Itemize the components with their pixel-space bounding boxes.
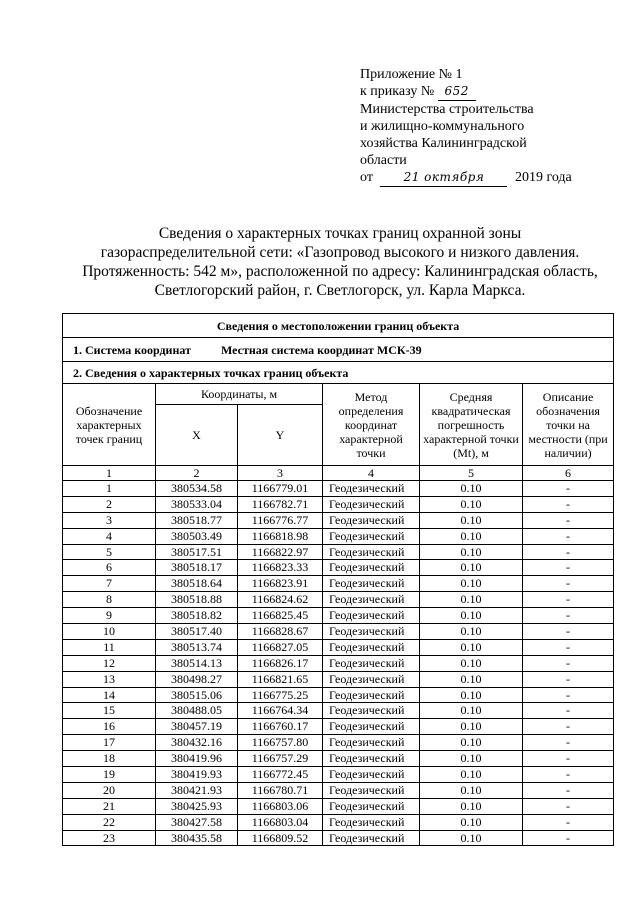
y-coordinate-cell: 1166782.71 xyxy=(238,496,323,512)
error-cell: 0.10 xyxy=(420,655,523,671)
point-number-cell: 15 xyxy=(63,703,156,719)
x-coordinate-cell: 380457.19 xyxy=(156,719,238,735)
column-number: 1 xyxy=(63,466,156,481)
description-cell: - xyxy=(523,512,614,528)
y-coordinate-cell: 1166823.33 xyxy=(238,560,323,576)
y-coordinate-cell: 1166827.05 xyxy=(238,639,323,655)
y-coordinate-cell: 1166775.25 xyxy=(238,687,323,703)
table-row xyxy=(63,528,614,544)
point-number-cell: 7 xyxy=(63,576,156,592)
method-cell: Геодезический xyxy=(323,496,420,512)
header-point: Обозначение характерных точек границ xyxy=(63,384,156,466)
error-cell: 0.10 xyxy=(420,512,523,528)
point-number-cell: 2 xyxy=(63,496,156,512)
column-number: 4 xyxy=(323,466,420,481)
table-row xyxy=(63,687,614,703)
y-coordinate-cell: 1166824.62 xyxy=(238,592,323,608)
table-row xyxy=(63,496,614,512)
method-cell: Геодезический xyxy=(323,512,420,528)
error-cell: 0.10 xyxy=(420,782,523,798)
point-number-cell: 3 xyxy=(63,512,156,528)
header-error: Средняя квадратическая погрешность характерной точки (Mt), м xyxy=(420,384,523,466)
method-cell: Геодезический xyxy=(323,576,420,592)
error-cell: 0.10 xyxy=(420,703,523,719)
point-number-cell: 22 xyxy=(63,814,156,830)
y-coordinate-cell: 1166803.04 xyxy=(238,814,323,830)
y-coordinate-cell: 1166821.65 xyxy=(238,671,323,687)
method-cell: Геодезический xyxy=(323,624,420,640)
method-cell: Геодезический xyxy=(323,798,420,814)
table-row xyxy=(63,782,614,798)
y-coordinate-cell: 1166825.45 xyxy=(238,608,323,624)
ministry-line-3: хозяйства Калининградской xyxy=(360,136,527,151)
table-row xyxy=(63,751,614,767)
ministry-line-1: Министерства строительства xyxy=(360,102,534,117)
y-coordinate-cell: 1166757.29 xyxy=(238,751,323,767)
table-row xyxy=(63,592,614,608)
point-number-cell: 13 xyxy=(63,671,156,687)
table-row xyxy=(63,544,614,560)
error-cell: 0.10 xyxy=(420,608,523,624)
x-coordinate-cell: 380419.96 xyxy=(156,751,238,767)
order-reference xyxy=(360,83,610,101)
heading-line-4: Светлогорский район, г. Светлогорск, ул. Карла Маркса. xyxy=(154,282,526,299)
heading-line-2: газораспределительной сети: «Газопровод высокого и низкого давления. xyxy=(100,244,580,261)
table-row xyxy=(63,703,614,719)
y-coordinate-cell: 1166823.91 xyxy=(238,576,323,592)
heading-line-3: Протяженность: 542 м», расположенной по адресу: Калининградская область, xyxy=(82,263,598,280)
error-cell: 0.10 xyxy=(420,719,523,735)
description-cell: - xyxy=(523,481,614,497)
description-cell: - xyxy=(523,814,614,830)
header-coordinates: Координаты, м xyxy=(156,384,323,405)
description-cell: - xyxy=(523,751,614,767)
error-cell: 0.10 xyxy=(420,798,523,814)
point-number-cell: 23 xyxy=(63,830,156,846)
date-handwritten: 21 октября xyxy=(380,169,507,187)
date-prefix: от xyxy=(360,170,373,185)
x-coordinate-cell: 380498.27 xyxy=(156,671,238,687)
error-cell: 0.10 xyxy=(420,687,523,703)
description-cell: - xyxy=(523,767,614,783)
x-coordinate-cell: 380419.93 xyxy=(156,767,238,783)
error-cell: 0.10 xyxy=(420,528,523,544)
ministry-line-4: области xyxy=(360,153,407,168)
method-cell: Геодезический xyxy=(323,639,420,655)
coordinate-system-label: 1. Система координат xyxy=(73,342,191,357)
x-coordinate-cell: 380432.16 xyxy=(156,735,238,751)
error-cell: 0.10 xyxy=(420,767,523,783)
point-number-cell: 20 xyxy=(63,782,156,798)
point-number-cell: 21 xyxy=(63,798,156,814)
table-row xyxy=(63,671,614,687)
x-coordinate-cell: 380425.93 xyxy=(156,798,238,814)
error-cell: 0.10 xyxy=(420,624,523,640)
header-x: X xyxy=(156,405,238,466)
y-coordinate-cell: 1166760.17 xyxy=(238,719,323,735)
y-coordinate-cell: 1166772.45 xyxy=(238,767,323,783)
x-coordinate-cell: 380488.05 xyxy=(156,703,238,719)
x-coordinate-cell: 380435.58 xyxy=(156,830,238,846)
table-row xyxy=(63,719,614,735)
point-number-cell: 1 xyxy=(63,481,156,497)
point-number-cell: 5 xyxy=(63,544,156,560)
point-number-cell: 18 xyxy=(63,751,156,767)
x-coordinate-cell: 380503.49 xyxy=(156,528,238,544)
description-cell: - xyxy=(523,576,614,592)
method-cell: Геодезический xyxy=(323,655,420,671)
order-number-handwritten: 652 xyxy=(438,83,476,101)
description-cell: - xyxy=(523,782,614,798)
error-cell: 0.10 xyxy=(420,496,523,512)
method-cell: Геодезический xyxy=(323,767,420,783)
x-coordinate-cell: 380421.93 xyxy=(156,782,238,798)
description-cell: - xyxy=(523,639,614,655)
y-coordinate-cell: 1166780.71 xyxy=(238,782,323,798)
x-coordinate-cell: 380518.88 xyxy=(156,592,238,608)
x-coordinate-cell: 380518.77 xyxy=(156,512,238,528)
document-heading xyxy=(40,224,640,300)
x-coordinate-cell: 380518.17 xyxy=(156,560,238,576)
appendix-block xyxy=(360,66,610,187)
x-coordinate-cell: 380533.04 xyxy=(156,496,238,512)
section-title: 2. Сведения о характерных точках границ объекта xyxy=(63,362,614,384)
error-cell: 0.10 xyxy=(420,592,523,608)
table-row xyxy=(63,814,614,830)
point-number-cell: 17 xyxy=(63,735,156,751)
error-cell: 0.10 xyxy=(420,639,523,655)
description-cell: - xyxy=(523,496,614,512)
point-number-cell: 16 xyxy=(63,719,156,735)
header-description: Описание обозначения точки на местности (при наличии) xyxy=(523,384,614,466)
description-cell: - xyxy=(523,671,614,687)
error-cell: 0.10 xyxy=(420,751,523,767)
method-cell: Геодезический xyxy=(323,608,420,624)
method-cell: Геодезический xyxy=(323,735,420,751)
point-number-cell: 11 xyxy=(63,639,156,655)
x-coordinate-cell: 380534.58 xyxy=(156,481,238,497)
x-coordinate-cell: 380515.06 xyxy=(156,687,238,703)
point-number-cell: 4 xyxy=(63,528,156,544)
point-number-cell: 9 xyxy=(63,608,156,624)
description-cell: - xyxy=(523,528,614,544)
order-prefix: к приказу № xyxy=(360,84,435,99)
error-cell: 0.10 xyxy=(420,671,523,687)
table-row xyxy=(63,608,614,624)
appendix-title: Приложение № 1 xyxy=(360,67,463,82)
y-coordinate-cell: 1166809.52 xyxy=(238,830,323,846)
y-coordinate-cell: 1166822.97 xyxy=(238,544,323,560)
method-cell: Геодезический xyxy=(323,687,420,703)
table-row xyxy=(63,767,614,783)
table-row xyxy=(63,830,614,846)
y-coordinate-cell: 1166803.06 xyxy=(238,798,323,814)
point-number-cell: 12 xyxy=(63,655,156,671)
coordinate-system-value: Местная система координат МСК-39 xyxy=(220,342,422,357)
table-row xyxy=(63,655,614,671)
column-number: 3 xyxy=(238,466,323,481)
description-cell: - xyxy=(523,830,614,846)
heading-line-1: Сведения о характерных точках границ охранной зоны xyxy=(158,225,522,242)
point-number-cell: 8 xyxy=(63,592,156,608)
boundary-points-table xyxy=(62,313,614,846)
description-cell: - xyxy=(523,544,614,560)
y-coordinate-cell: 1166757.80 xyxy=(238,735,323,751)
x-coordinate-cell: 380427.58 xyxy=(156,814,238,830)
error-cell: 0.10 xyxy=(420,544,523,560)
method-cell: Геодезический xyxy=(323,703,420,719)
order-date xyxy=(360,169,610,187)
y-coordinate-cell: 1166776.77 xyxy=(238,512,323,528)
description-cell: - xyxy=(523,624,614,640)
description-cell: - xyxy=(523,719,614,735)
description-cell: - xyxy=(523,592,614,608)
x-coordinate-cell: 380518.64 xyxy=(156,576,238,592)
point-number-cell: 10 xyxy=(63,624,156,640)
point-number-cell: 19 xyxy=(63,767,156,783)
x-coordinate-cell: 380514.13 xyxy=(156,655,238,671)
method-cell: Геодезический xyxy=(323,671,420,687)
description-cell: - xyxy=(523,608,614,624)
x-coordinate-cell: 380517.40 xyxy=(156,624,238,640)
x-coordinate-cell: 380517.51 xyxy=(156,544,238,560)
coordinate-system-row xyxy=(63,338,614,362)
table-row xyxy=(63,624,614,640)
error-cell: 0.10 xyxy=(420,560,523,576)
method-cell: Геодезический xyxy=(323,719,420,735)
column-number: 2 xyxy=(156,466,238,481)
table-row xyxy=(63,798,614,814)
header-y: Y xyxy=(238,405,323,466)
table-row xyxy=(63,481,614,497)
point-number-cell: 6 xyxy=(63,560,156,576)
method-cell: Геодезический xyxy=(323,592,420,608)
y-coordinate-cell: 1166764.34 xyxy=(238,703,323,719)
x-coordinate-cell: 380518.82 xyxy=(156,608,238,624)
column-number: 5 xyxy=(420,466,523,481)
table-row xyxy=(63,735,614,751)
description-cell: - xyxy=(523,798,614,814)
description-cell: - xyxy=(523,703,614,719)
table-row xyxy=(63,560,614,576)
column-number: 6 xyxy=(523,466,614,481)
table-row xyxy=(63,512,614,528)
error-cell: 0.10 xyxy=(420,481,523,497)
method-cell: Геодезический xyxy=(323,751,420,767)
error-cell: 0.10 xyxy=(420,830,523,846)
y-coordinate-cell: 1166826.17 xyxy=(238,655,323,671)
error-cell: 0.10 xyxy=(420,814,523,830)
table-banner: Сведения о местоположении границ объекта xyxy=(63,314,614,338)
description-cell: - xyxy=(523,735,614,751)
date-year: 2019 года xyxy=(514,170,572,185)
method-cell: Геодезический xyxy=(323,481,420,497)
table-row xyxy=(63,639,614,655)
description-cell: - xyxy=(523,560,614,576)
table-row xyxy=(63,576,614,592)
ministry-line-2: и жилищно-коммунального xyxy=(360,119,525,134)
method-cell: Геодезический xyxy=(323,528,420,544)
y-coordinate-cell: 1166779.01 xyxy=(238,481,323,497)
x-coordinate-cell: 380513.74 xyxy=(156,639,238,655)
method-cell: Геодезический xyxy=(323,544,420,560)
header-method: Метод определения координат характерной точки xyxy=(323,384,420,466)
error-cell: 0.10 xyxy=(420,735,523,751)
y-coordinate-cell: 1166828.67 xyxy=(238,624,323,640)
method-cell: Геодезический xyxy=(323,814,420,830)
point-number-cell: 14 xyxy=(63,687,156,703)
description-cell: - xyxy=(523,687,614,703)
y-coordinate-cell: 1166818.98 xyxy=(238,528,323,544)
method-cell: Геодезический xyxy=(323,560,420,576)
method-cell: Геодезический xyxy=(323,782,420,798)
method-cell: Геодезический xyxy=(323,830,420,846)
error-cell: 0.10 xyxy=(420,576,523,592)
description-cell: - xyxy=(523,655,614,671)
